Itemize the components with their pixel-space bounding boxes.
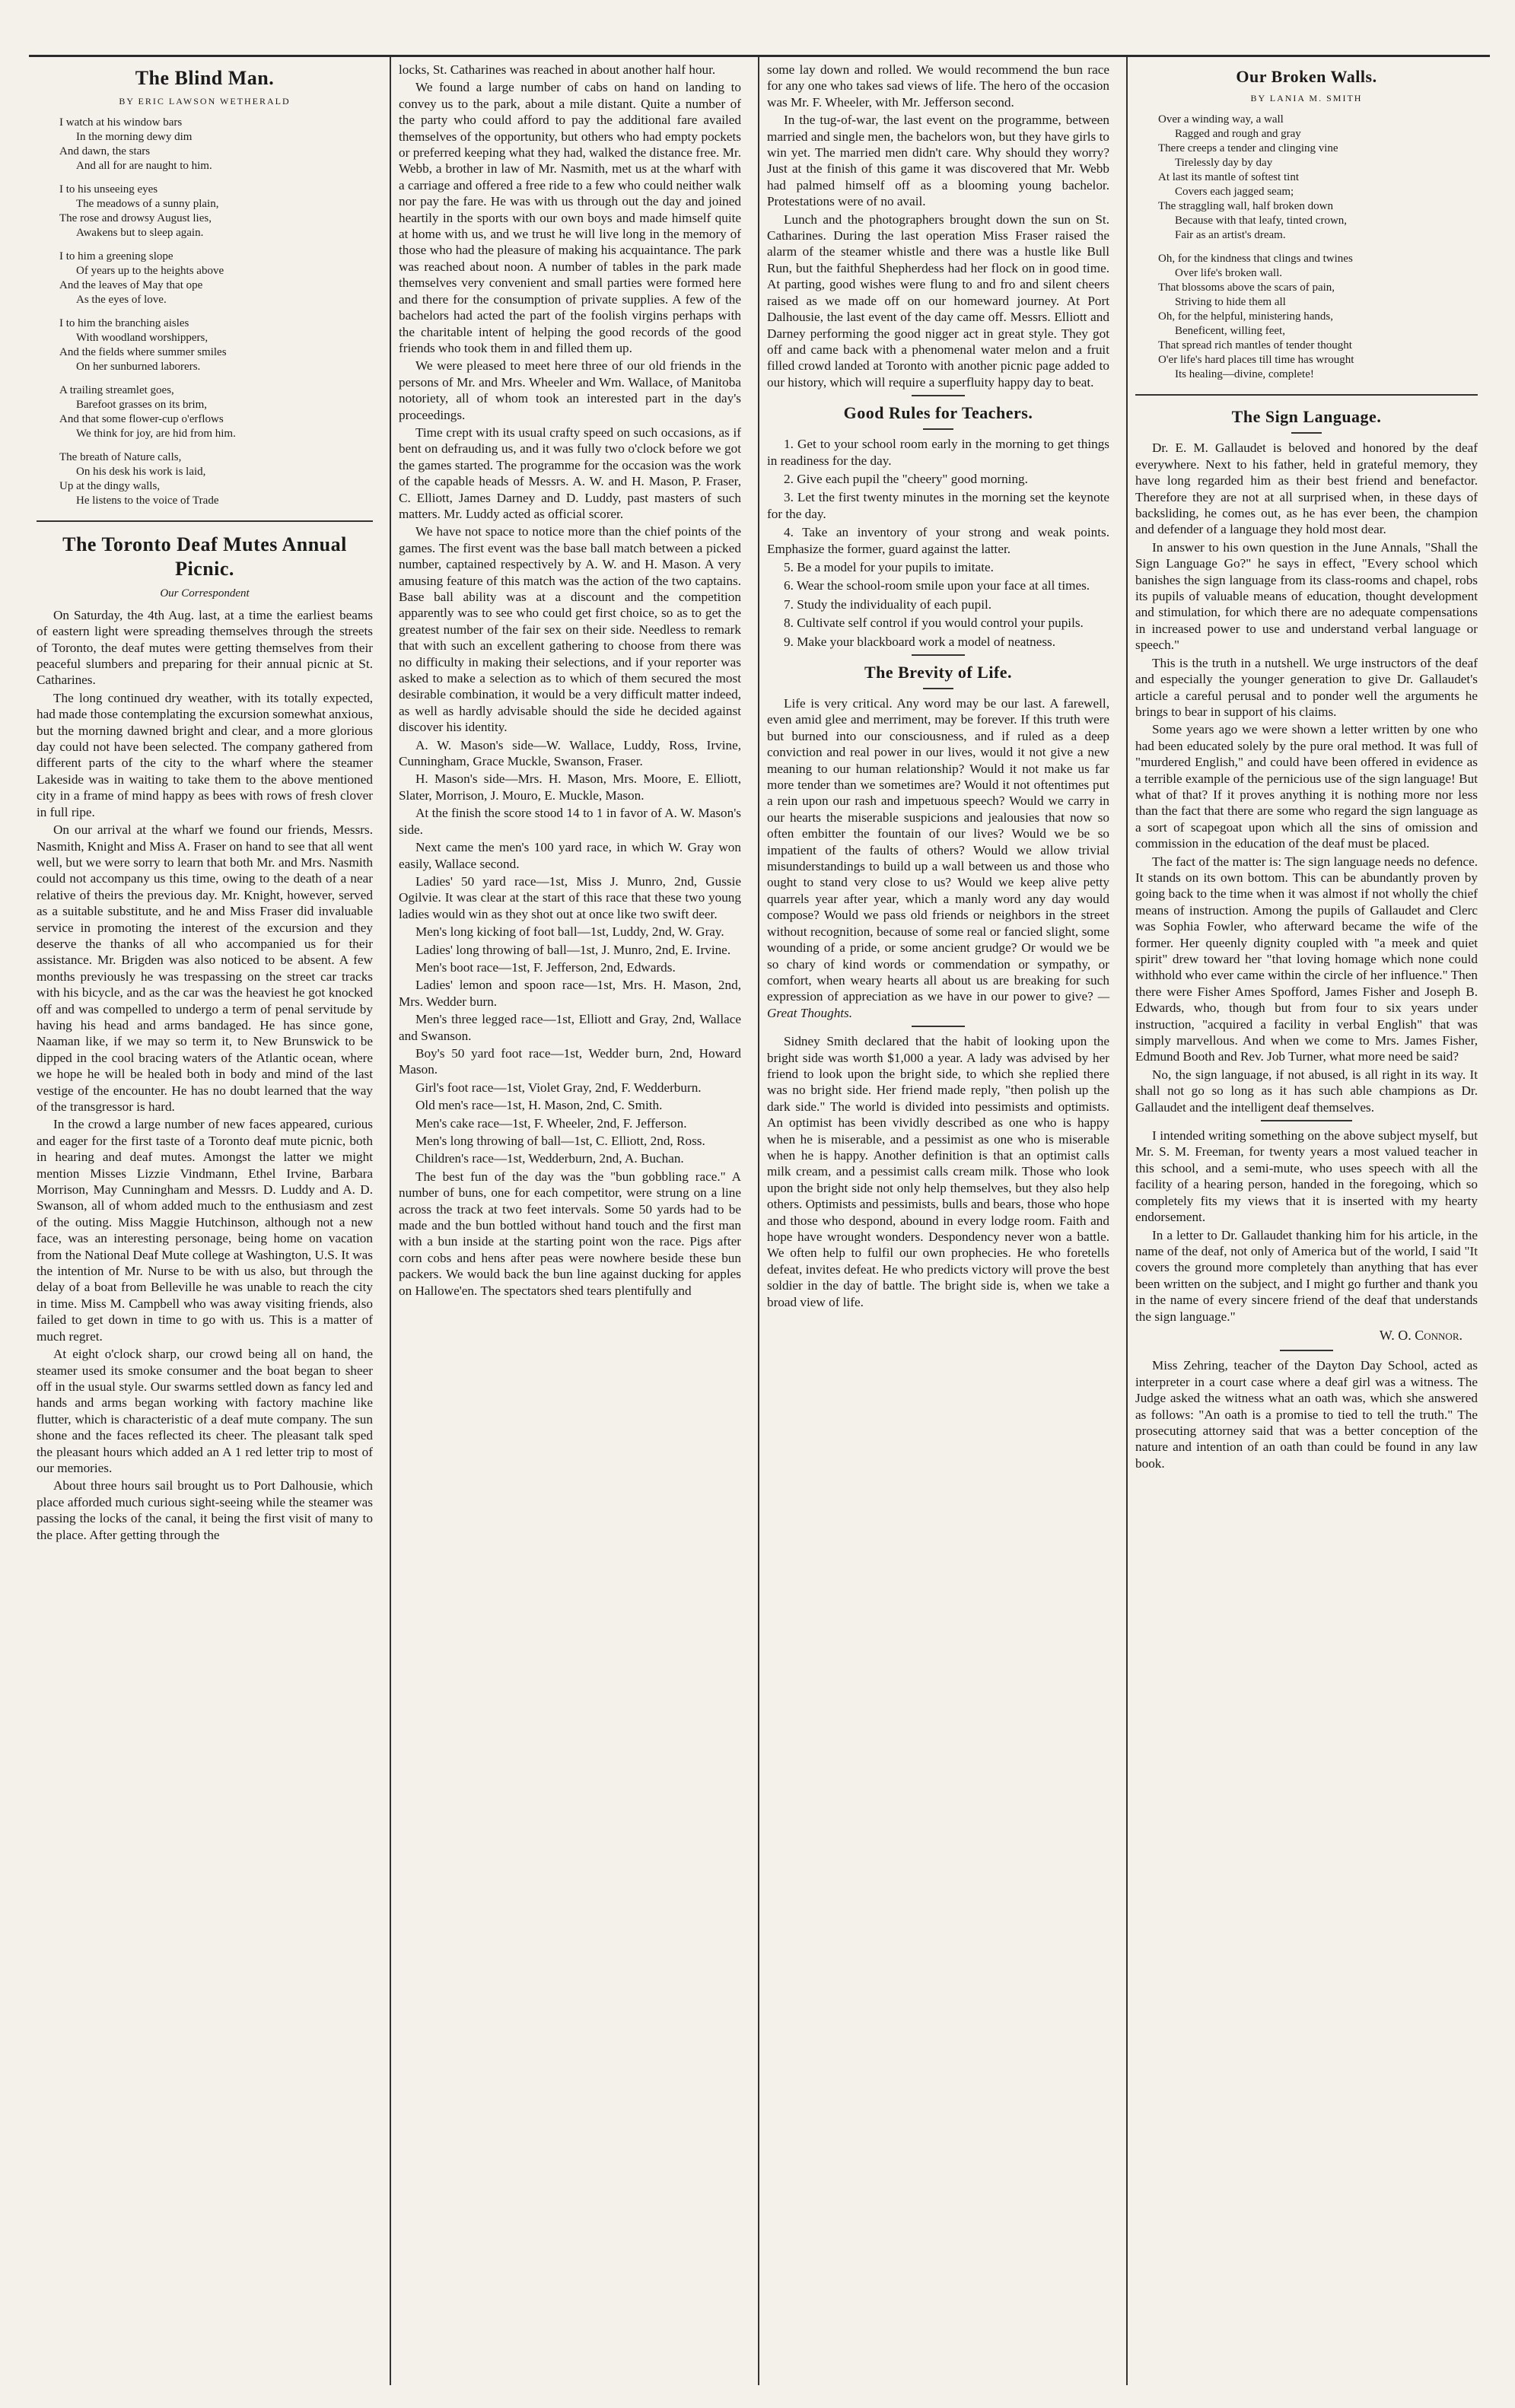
article-paragraph: Sidney Smith declared that the habit of looking upon the bright side was worth $1,000 a year. A lady was advised by her friend to look upon the bright side, to which she replied there was no bright side. Her friend made reply, "then polish up the dark side." The world is divided into pessimists and optimists. An optimist has been vividly described as one who is happy when he is miserable, and a pessimist as one who is miserable when he is happy. Another definition is that an optimist calls milk cream, and a pessimist calls cream milk. Those who look upon the bright side not only help themselves, but they also help others. Optimists and pessimists, bulls and bears, those who hope and those who despond, abound in every lodge room. Faith and hope have wrought wonders. Despondency never won a battle. We often help to fulfil our own prophecies. He who foretells defeat, invites defeat. He who predicts victory will prove the best soldier in the day of battle. The bright side is, when we take a broad view of life.: [767, 1034, 1109, 1309]
section-divider: [37, 520, 373, 522]
article-paragraph: In the crowd a large number of new faces appeared, curious and eager for the first taste of a Toronto deaf mute picnic, both in hearing and deaf mutes. Amongst the latter we might mention Misses Lizzie Vindmann, Ethel Irvine, Barbara Morrison, May Cunningham and Messrs. D. Luddy and A. D. Swanson, all of whom added much to the enthusiasm and zest of the outing. Miss Maggie Hutchinson, although not a new face, was an interesting personage, being home on vacation from the National Deaf Mute college at Washington, U.S. It was the intention of Mr. Nurse to be with us also, but through the delay of a boat from Belleville he was unable to reach the city in time. Miss M. Campbell who was away visiting friends, also failed to get down in time to go with us. This is a matter of much regret.: [37, 1117, 373, 1344]
rule-item: 8. Cultivate self control if you would control your pupils.: [784, 616, 1084, 631]
poem-line: That blossoms above the scars of pain,: [1158, 282, 1335, 294]
article-paragraph: The fact of the matter is: The sign language needs no defence. It stands on its own bottom. This can be abundantly proven by going back to the time when it was almost if not wholly the chief means of instruction. Among the pupils of Gallaudet and Clerc was Sophia Fowler, who afterward became the wife of the former. Her queenly dignity coupled with "a meek and quiet spirit" drew toward her "that loving homage which none could withhold who ever came within the circle of her influence." Then there were Fisher Ames Spofford, James Fisher and Joseph B. Edwards, who, though but from four to six years under instruction, "acquired a facility in verbal English" that was simply marvellous. And when we come to Mrs. James Fisher, Edmund Booth and Rev. Job Turner, what more need be said?: [1135, 854, 1478, 1064]
poem-line: At last its mantle of softest tint: [1158, 171, 1299, 184]
article-paragraph: No, the sign language, if not abused, is all right in its way. It shall not go so long as it has such able champions as Dr. Gallaudet and the intelligent deaf themselves.: [1135, 1067, 1478, 1115]
team-roster: H. Mason's side—Mrs. H. Mason, Mrs. Moore, E. Elliott, Slater, Morrison, J. Mouro, E. Muckle, Mason.: [399, 771, 741, 803]
poem-blind-man: [37, 116, 373, 508]
race-result: Girl's foot race—1st, Violet Gray, 2nd, F. Wedderburn.: [415, 1080, 702, 1095]
article-paragraph: The long continued dry weather, with its totally expected, had made those contemplating the excursion somewhat anxious, but the morning dawned bright and clear, and a more glorious day could not have been selected. The company gathered from different parts of the city to the wharf where the steamer Lakeside was in waiting to take them to the above mentioned city in a frame of mind happy as bees with rows of fresh clover in full ripe.: [37, 690, 373, 819]
article-paragraph: On our arrival at the wharf we found our friends, Messrs. Nasmith, Knight and Miss A. Fraser on hand to see that all went well, but we were sorry to learn that both Mr. and Mrs. Nasmith could not accompany us this time, owing to the death of a near relative of theirs the previous day. Mr. Knight, however, served as a suitable substitute, and he and Miss Fraser did invaluable service in promoting the interest of the excursion and they deserve the thanks of all who accompanied us for their assistance. Mr. Brigden was also noticed to be absent. A few months previously he was trespassing on the street car tracks with his bicycle, and as the car was the heaviest he got knocked off and was compelled to undergo a term of penal servitude by having his head and arms bandaged. He has since gone, Naaman like, if we may so term it, to New Brunswick to be dipped in the cool bracing waters of the Atlantic ocean, where we hope he will be healed both in body and mind of the last vestige of the encounter. He has no doubt learned that the way of the transgressor is hard.: [37, 822, 373, 1114]
article-paragraph: Miss Zehring, teacher of the Dayton Day School, acted as interpreter in a court case where a deaf girl was a witness. The Judge asked the witness what an oath was, which she answered as follows: "An oath is a promise to tied to tell the truth." The prosecuting attorney said that was a better conception of the nature and intention of an oath than could be found in any law book.: [1135, 1358, 1478, 1471]
poem-line: Ragged and rough and gray: [1175, 128, 1301, 141]
poem-stanza: [59, 450, 373, 508]
race-result: Next came the men's 100 yard race, in which W. Gray won easily, Wallace second.: [399, 840, 741, 871]
team-roster: A. W. Mason's side—W. Wallace, Luddy, Ross, Irvine, Cunningham, Grace Muckle, Swanson, Fraser.: [399, 737, 741, 769]
poem-line: The rose and drowsy August lies,: [59, 212, 212, 225]
race-result: Men's long kicking of foot ball—1st, Luddy, 2nd, W. Gray.: [415, 924, 724, 940]
column-3: [758, 57, 1117, 2385]
section-divider: [912, 395, 965, 396]
rule-item: 4. Take an inventory of your strong and weak points. Emphasize the former, guard against the latter.: [767, 525, 1109, 556]
poem-stanza: [1158, 252, 1478, 382]
poem-line: Fair as an artist's dream.: [1175, 229, 1286, 242]
column-2: [390, 57, 749, 2385]
article-title-sign-language: The Sign Language.: [1231, 407, 1382, 427]
race-result: Men's three legged race—1st, Elliott and Gray, 2nd, Wallace and Swanson.: [399, 1012, 741, 1043]
poem-line: With woodland worshippers,: [76, 332, 208, 345]
title-underline: [1291, 432, 1322, 434]
column-1: [29, 57, 380, 2385]
article-paragraph: I intended writing something on the above subject myself, but Mr. S. M. Freeman, for twenty years a most valued teacher in this school, and a semi-mute, who uses speech with all the facility of a hearing person, handed in the foregoing, which so completely fits my views that it is inserted with my hearty endorsement.: [1135, 1128, 1478, 1225]
article-paragraph: In the tug-of-war, the last event on the programme, between married and single men, the bachelors won, but they have girls to win yet. The married men didn't care. Why should they worry? Just at the finish of this game it was discovered that Mr. Webb had palmed himself off as a blooming young bachelor. Protestations were of no avail.: [767, 113, 1109, 209]
article-subhead: Our Correspondent: [160, 587, 250, 600]
title-underline: [923, 688, 953, 689]
rule-item: 6. Wear the school-room smile upon your face at all times.: [784, 578, 1090, 593]
race-result: Men's cake race—1st, F. Wheeler, 2nd, F. Jefferson.: [415, 1115, 687, 1131]
article-paragraph: On Saturday, the 4th Aug. last, at a time the earliest beams of eastern light were spreading themselves through the streets of Toronto, the deaf mutes were getting themselves from their peaceful slumbers and preparing for their annual picnic at St. Catharines.: [37, 607, 373, 688]
article-paragraph: This is the truth in a nutshell. We urge instructors of the deaf and especially the younger generation to give Dr. Gallaudet's article a careful perusal and to ponder well the arguments he brings to bear in support of his claims.: [1135, 655, 1478, 719]
race-result: Old men's race—1st, H. Mason, 2nd, C. Smith.: [415, 1098, 663, 1113]
article-paragraph: About three hours sail brought us to Port Dalhousie, which place afforded much curious sight-seeing while the steamer was passing the locks of the canal, it being the first visit of many to the place. After getting through the: [37, 1478, 373, 1542]
article-title-rules: Good Rules for Teachers.: [843, 403, 1033, 423]
poem-line: There creeps a tender and clinging vine: [1158, 142, 1338, 155]
poem-line: And that some flower-cup o'erflows: [59, 413, 224, 426]
article-paragraph: We found a large number of cabs on hand on landing to convey us to the park, about a mile distant. Quite a number of the party who could afford to pay the additional fare availed themselves of the opportunity, but others who had empty pockets or preferred keeping what they had, walked the distance free. Mr. Webb, a brother in law of Mr. Nasmith, met us at the wharf with a carriage and offered a free ride to a few who could neither walk nor pay the fare. He was with us through out the day and joined heartily in the sports with our own boys and made himself quite at home with us, and we trust he will live long in the memory of those who had the pleasure of making his acquaintance. The park was reached about noon. A number of tables in the park made themselves very convenient and small parties were formed here and there for the consumption of private supplies. A few of the bachelors had acted the part of the foolish virgins perhaps with the charitable intent of helping the good records of the good friends who took them in and filled them up.: [399, 80, 741, 355]
poem-line: Barefoot grasses on its brim,: [76, 399, 208, 412]
poem-line: Over a winding way, a wall: [1158, 113, 1284, 126]
article-paragraph: locks, St. Catharines was reached in about another half hour.: [399, 62, 716, 77]
poem-line: Awakens but to sleep again.: [76, 227, 204, 240]
article-paragraph: Some years ago we were shown a letter written by one who had been educated solely by the pure oral method. It was full of "murdered English," and could have been offered in evidence as a terrible example of the pernicious use of the sign language! But what of that? If it proves anything it is nothing more nor less than the fact that there are some who regard the sign language as a sort of scapegoat upon which all the sins of omission and commission in the education of the deaf must be placed.: [1135, 722, 1478, 851]
poem-stanza: [1158, 113, 1478, 243]
poem-line: And dawn, the stars: [59, 145, 151, 158]
poem-line: The straggling wall, half broken down: [1158, 200, 1333, 213]
article-paragraph: In answer to his own question in the June Annals, "Shall the Sign Language Go?" he says in effect, "Every school which banishes the sign language from its class-rooms and chapel, robs its pupils of valuable means of education, thought development and stimulation, for which there are no adequate compensations in increased power to use and understand verbal language or speech.": [1135, 539, 1478, 653]
poem-line: And all for are naught to him.: [76, 160, 212, 173]
game-result: At the finish the score stood 14 to 1 in favor of A. W. Mason's side.: [399, 806, 741, 837]
poem-stanza: [59, 317, 373, 374]
section-divider: [1135, 394, 1478, 396]
signature: W. O. Connor.: [1379, 1327, 1462, 1343]
race-result: Men's long throwing of ball—1st, C. Elliott, 2nd, Ross.: [415, 1134, 705, 1148]
poem-line: The meadows of a sunny plain,: [76, 198, 219, 211]
poem-line: And the leaves of May that ope: [59, 279, 203, 292]
rule-item: 5. Be a model for your pupils to imitate.: [784, 559, 994, 574]
poem-line: Striving to hide them all: [1175, 296, 1286, 309]
poem-line: I watch at his window bars: [59, 116, 183, 129]
race-result: Ladies' 50 yard race—1st, Miss J. Munro, 2nd, Gussie Ogilvie. It was clear at the start of this race that these two young ladies would win as they shot out at once like two swift deer.: [399, 873, 741, 921]
poem-line: We think for joy, are hid from him.: [76, 428, 236, 441]
poem-line: O'er life's hard places till time has wrought: [1158, 354, 1354, 367]
article-title-brevity: The Brevity of Life.: [864, 663, 1013, 682]
poem-line: Of years up to the heights above: [76, 265, 224, 278]
poem-line: Because with that leafy, tinted crown,: [1175, 215, 1348, 227]
poem-author: BY ERIC LAWSON WETHERALD: [119, 96, 291, 107]
poem-broken-walls: [1135, 113, 1478, 382]
rule-item: 3. Let the first twenty minutes in the morning set the keynote for the day.: [767, 490, 1109, 521]
newspaper-page: [29, 55, 1490, 2385]
poem-line: And the fields where summer smiles: [59, 346, 227, 359]
poem-line: I to him a greening slope: [59, 250, 173, 263]
poem-author: BY LANIA M. SMITH: [1250, 93, 1363, 103]
poem-line: On her sunburned laborers.: [76, 361, 201, 374]
poem-line: Tirelessly day by day: [1175, 157, 1273, 170]
poem-line: Covers each jagged seam;: [1175, 186, 1294, 199]
poem-line: Up at the dingy walls,: [59, 480, 161, 493]
article-paragraph: [767, 695, 1109, 1021]
poem-line: He listens to the voice of Trade: [76, 495, 219, 507]
article-paragraph: Dr. E. M. Gallaudet is beloved and honored by the deaf everywhere. Next to his father, held in grateful memory, they have long regarded him as their best friend and benefactor. Therefore they are not at all surprised when, in these days of backsliding, he comes out, as he has ever been, the champion and defender of a language they hold most dear.: [1135, 441, 1478, 537]
rule-item: 7. Study the individuality of each pupil.: [784, 596, 992, 612]
rule-item: 1. Get to your school room early in the morning to get things in readiness for the day.: [767, 437, 1109, 468]
article-paragraph: some lay down and rolled. We would recommend the bun race for any one who takes sad views of life. The hero of the occasion was Mr. F. Wheeler, with Mr. Jefferson second.: [767, 62, 1109, 110]
rule-item: 2. Give each pupil the "cheery" good morning.: [784, 471, 1028, 486]
poem-stanza: [59, 116, 373, 173]
poem-stanza: [59, 383, 373, 441]
column-4: [1126, 57, 1485, 2385]
article-paragraph: The best fun of the day was the "bun gobbling race." A number of buns, one for each competitor, were strung on a line across the track at two feet intervals. Some 50 yards had to be made and the bun bottled without hand touch and the first man with a bun inside at the starting point won the race. Pigs after corn cobs and hens after peas were nowhere beside these bun packers. We would back the bun line against ducking for apples on Hallowe'en. The spectators shed tears plentifully and: [399, 1169, 741, 1298]
race-result: Children's race—1st, Wedderburn, 2nd, A. Buchan.: [415, 1151, 684, 1166]
race-result: Men's boot race—1st, F. Jefferson, 2nd, Edwards.: [415, 959, 676, 975]
poem-title-blind-man: The Blind Man.: [135, 67, 275, 89]
article-paragraph: At eight o'clock sharp, our crowd being all on hand, the steamer used its smoke consumer and the boat began to sheer off in the usual style. Our swarms settled down as fancy led and hands and arms began working with factory machine like flutter, which is characteristic of a deaf mute company. The sun shone and the faces reflected its cheer. The pleasant talk sped the pleasant hours which added an A 1 red letter trip to most of our memories.: [37, 1347, 373, 1475]
race-result: Boy's 50 yard foot race—1st, Wedder burn, 2nd, Howard Mason.: [399, 1045, 741, 1077]
poem-line: Oh, for the kindness that clings and twines: [1158, 253, 1353, 266]
poem-line: On his desk his work is laid,: [76, 466, 206, 479]
brevity-text: Life is very critical. Any word may be our last. A farewell, even amid glee and merriment, may be forever. If this truth were but burned into our consciousness, and if ruled as a deep conviction and real power in our lives, would it not give a new meaning to our human relationship? Would it not make us far more tender than we sometimes are? Would it not oftentimes put a rein upon our rash and impetuous speech? Would we carry in our hearts the miserable suspicions and jealousies that now so often embitter the fountain of our lives? Would we be so impatient of the faults of others? Would we allow trivial misunderstandings to build up a wall between us and those who ought to stand very close to us? Would we keep alive petty quarrels year after year, which a manly word any day would compose? Would we pass old friends or neighbors in the street without recognition, because of some real or fancied slight, some wounding of a pride, or some ancient grudge? Or would we be so chary of kind words or commendation or sympathy, or comfort, when weary hearts all about us are breaking for such expression of appreciation as we have in our power to give?: [767, 696, 1109, 1004]
section-divider: [1261, 1120, 1352, 1121]
race-result: Ladies' lemon and spoon race—1st, Mrs. H. Mason, 2nd, Mrs. Wedder burn.: [399, 978, 741, 1009]
rule-item: 9. Make your blackboard work a model of neatness.: [784, 634, 1056, 649]
poem-stanza: [59, 183, 373, 240]
article-title-picnic: The Toronto Deaf Mutes Annual Picnic.: [62, 533, 347, 581]
poem-line: In the morning dewy dim: [76, 131, 193, 144]
section-divider: [912, 1026, 965, 1027]
poem-line: Its healing—divine, complete!: [1175, 368, 1314, 381]
poem-line: That spread rich mantles of tender thought: [1158, 339, 1352, 352]
race-result: Ladies' long throwing of ball—1st, J. Munro, 2nd, E. Irvine.: [415, 942, 731, 957]
poem-line: The breath of Nature calls,: [59, 451, 182, 464]
poem-line: Over life's broken wall.: [1175, 267, 1282, 280]
poem-line: Beneficent, willing feet,: [1175, 325, 1285, 338]
poem-line: As the eyes of love.: [76, 294, 167, 307]
section-divider: [912, 654, 965, 656]
title-underline: [923, 428, 953, 430]
poem-line: A trailing streamlet goes,: [59, 384, 174, 397]
poem-line: I to his unseeing eyes: [59, 183, 158, 196]
article-paragraph: Time crept with its usual crafty speed on such occasions, as if bent on defrauding us, and it was fully two o'clock before we got the games started. The programme for the occasion was the work of the capable heads of Messrs. A. W. and H. Mason, P. Fraser, C. Elliott, James Darney and D. Luddy, past masters of such matters. Mr. Luddy acted as official scorer.: [399, 425, 741, 521]
poem-line: Oh, for the helpful, ministering hands,: [1158, 310, 1333, 323]
section-divider: [1280, 1350, 1333, 1351]
poem-title-broken-walls: Our Broken Walls.: [1236, 67, 1377, 86]
article-paragraph: Lunch and the photographers brought down the sun on St. Catharines. During the last operation Miss Fraser raised the alarm of the steamer whistle and there was a hustle like Bull Run, but the faithful Shepherdess had her flock on in good time. At parting, good wishes were flung to and fro and silent cheers raised as we made off on our homeward journey. At Port Dalhousie, the last event of the day came off. Messrs. Elliott and Darney performing the good nigger act in great style. They got off and came back with a phenomenal water melon and a fruit filled crowd landed at Toronto with another picnic page added to our history, which will require a superfluity happy day to beat.: [767, 212, 1109, 390]
poem-line: I to him the branching aisles: [59, 317, 189, 330]
article-paragraph: We have not space to notice more than the chief points of the games. The first event was the base ball match between a picked number, captained respectively by A. W. and H. Mason. A very amusing feature of this match was the action of the two captains. Base ball ability was at a discount and the competition apparently was to see who could get first choice, so as to get the greatest number of the fair sex on their side. Needless to remark that with such an excellent gathering to choose from there was no difficulty in making their selections, and if your reporter was asked to make a selection as to which of them secured the most desirable combination, it would be a very difficult matter indeed, as well as hardly advisable should the side he decided against discover his identity.: [399, 524, 741, 735]
brevity-source: —Great Thoughts.: [767, 989, 1109, 1020]
article-paragraph: In a letter to Dr. Gallaudet thanking him for his article, in the name of the deaf, not only of America but of the world, I said "It covers the ground more completely than anything that has ever been written on the subject, and I might go further and thank you in the name of every sincere friend of the deaf that understands the sign language.": [1135, 1227, 1478, 1324]
poem-stanza: [59, 250, 373, 307]
article-paragraph: We were pleased to meet here three of our old friends in the persons of Mr. and Mrs. Wheeler and Wm. Wallace, of Manitoba notoriety, all of whom took an interested part in the day's proceedings.: [399, 358, 741, 422]
